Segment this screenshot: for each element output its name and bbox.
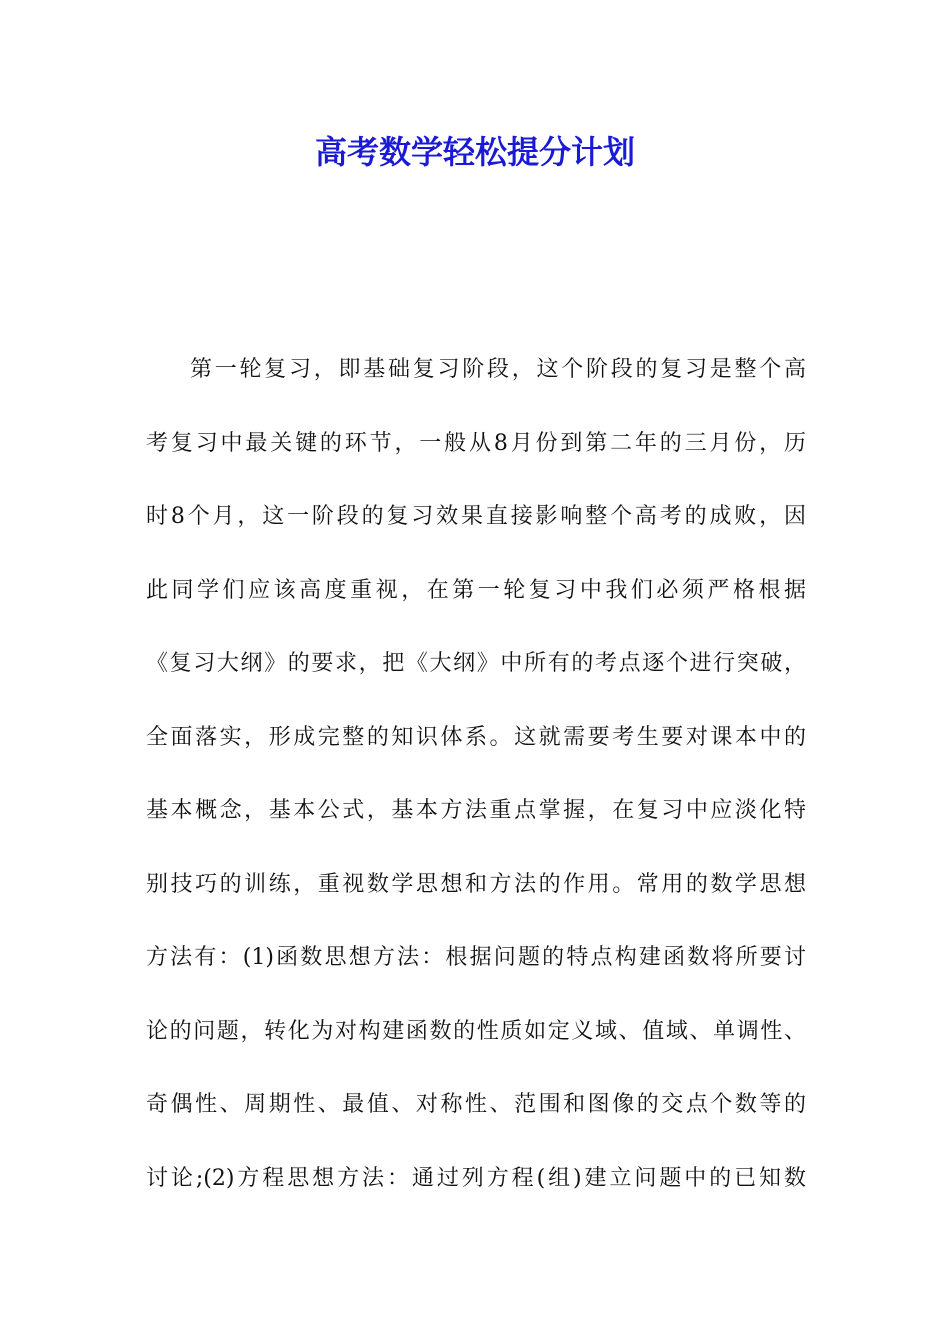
paragraph-line: 基本概念，基本公式，基本方法重点掌握，在复习中应淡化特 (146, 798, 806, 823)
paragraph-line: 别技巧的训练，重视数学思想和方法的作用。常用的数学思想 (146, 871, 806, 897)
paragraph-line: 讨论;(2)方程思想方法：通过列方程(组)建立问题中的已知数 (146, 1165, 806, 1191)
paragraph-line: 方法有：(1)函数思想方法：根据问题的特点构建函数将所要讨 (146, 945, 806, 970)
paragraph-line: 奇偶性、周期性、最值、对称性、范围和图像的交点个数等的 (146, 1092, 806, 1117)
paragraph-line: 时8个月，这一阶段的复习效果直接影响整个高考的成败，因 (146, 504, 806, 529)
paragraph-line: 全面落实，形成完整的知识体系。这就需要考生要对课本中的 (146, 724, 806, 750)
paragraph-line: 论的问题，转化为对构建函数的性质如定义域、值域、单调性、 (146, 1018, 806, 1044)
paragraph-line: 第一轮复习，即基础复习阶段，这个阶段的复习是整个高 (190, 357, 806, 382)
page-title: 高考数学轻松提分计划 (314, 133, 635, 171)
body-paragraph (146, 333, 806, 1215)
paragraph-line: 此同学们应该高度重视，在第一轮复习中我们必须严格根据 (146, 577, 806, 603)
paragraph-line: 考复习中最关键的环节，一般从8月份到第二年的三月份，历 (146, 430, 806, 456)
paragraph-line: 《复习大纲》的要求，把《大纲》中所有的考点逐个进行突破， (146, 651, 806, 676)
